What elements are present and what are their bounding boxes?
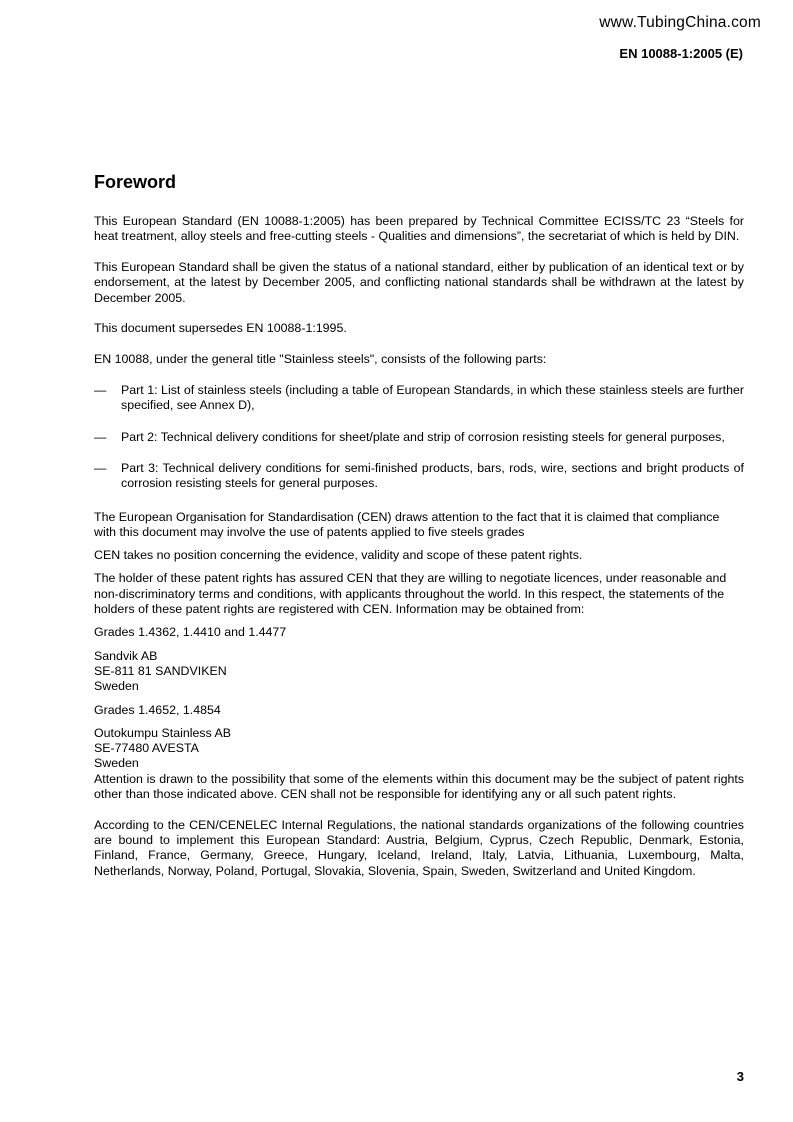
paragraph-cenelec: According to the CEN/CENELEC Internal Regulations, the national standards organizations of the following countries are bound to implement this European Standard: Austria, Belgium, Cyprus, Czech Republic, Denmark, Estonia, Finland, France, Germany, Greece, Hungary, Iceland, Ireland, Italy, Latvia, Lithuania, Luxembourg, Malta, Netherlands, Norway, Poland, Portugal, Slovakia, Slovenia, Spain, Sweden, Switzerland and United Kingdom. [94,817,744,878]
address-line: Sweden [94,679,139,694]
list-item-text: Part 1: List of stainless steels (including a table of European Standards, in which these stainless steels are further specified, see Annex D), [121,383,744,413]
page-number: 3 [736,1069,744,1084]
paragraph-parts-intro: EN 10088, under the general title "Stainless steels", consists of the following parts: [94,352,547,367]
site-url: www.TubingChina.com [599,14,761,31]
grades-line: Grades 1.4652, 1.4854 [94,702,221,717]
grades-line: Grades 1.4362, 1.4410 and 1.4477 [94,625,287,640]
dash-bullet: — [94,460,107,475]
paragraph-patent-holders: The holder of these patent rights has assured CEN that they are willing to negotiate licences, under reasonable and non-discriminatory terms and conditions, with applicants throughout the world. In this respect, the statements of the holders of these patent rights are registered with CEN. Information may be obtained from: [94,571,727,617]
address-block [94,726,744,772]
address-block [94,649,744,695]
foreword-body [94,214,744,895]
list-item [94,383,744,414]
paragraph-supersedes: This document supersedes EN 10088-1:1995. [94,321,347,336]
list-item-text: Part 2: Technical delivery conditions for sheet/plate and strip of corrosion resisting steels for general purposes, [121,429,725,444]
address-line: Sandvik AB [94,648,158,663]
paragraph-patent-notice: The European Organisation for Standardisation (CEN) draws attention to the fact that it is claimed that compliance with this document may involve the use of patents applied to five steels grades [94,509,720,539]
list-item [94,461,744,492]
paragraph-status: This European Standard shall be given the status of a national standard, either by publication of an identical text or by endorsement, at the latest by December 2005, and conflicting national standards shall be withdrawn at the latest by December 2005. [94,260,744,305]
paragraph-committee: This European Standard (EN 10088-1:2005) has been prepared by Technical Committee ECISS/TC 23 “Steels for heat treatment, alloy steels and free-cutting steels - Qualities and dimensions”, the secretariat of which is held by DIN. [94,214,744,244]
section-heading: Foreword [94,172,177,192]
list-item [94,430,744,445]
address-line: Outokumpu Stainless AB [94,725,232,740]
dash-bullet: — [94,383,107,398]
address-line: Sweden [94,756,139,771]
address-line: SE-77480 AVESTA [94,741,199,756]
paragraph-patent-position: CEN takes no position concerning the evidence, validity and scope of these patent rights. [94,548,583,563]
document-id: EN 10088-1:2005 (E) [619,46,743,61]
list-item-text: Part 3: Technical delivery conditions for semi-finished products, bars, rods, wire, sections and bright products of corrosion resisting steels for general purposes. [121,460,744,491]
address-line: SE-811 81 SANDVIKEN [94,663,227,678]
paragraph-attention: Attention is drawn to the possibility that some of the elements within this document may be the subject of patent rights other than those indicated above. CEN shall not be responsible for identifying any or all such patent rights. [94,771,744,802]
dash-bullet: — [94,429,107,444]
